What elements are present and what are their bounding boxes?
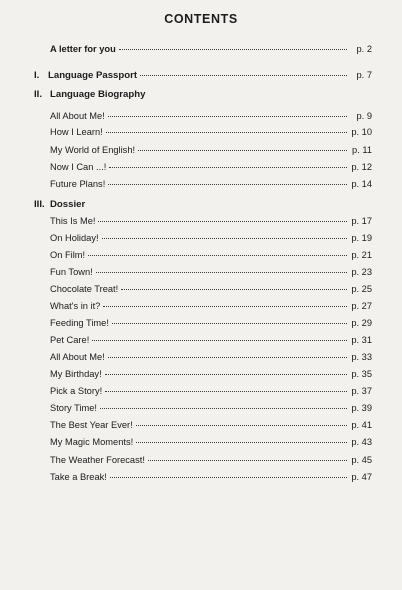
dot-leader [96, 263, 347, 273]
toc-entry-page: p. 29 [351, 318, 372, 328]
toc-entry[interactable] [50, 299, 372, 313]
toc-entry-page: p. 12 [351, 162, 372, 172]
toc-entry-page: p. 11 [352, 145, 372, 155]
toc-entry[interactable] [50, 265, 372, 279]
toc-entry[interactable] [50, 367, 372, 381]
toc-entry-page: p. 10 [351, 127, 372, 137]
toc-entry[interactable] [50, 401, 372, 415]
section-label: Dossier [50, 199, 86, 210]
toc-entry-label: Story Time! [50, 403, 98, 413]
toc-entry-label: Chocolate Treat! [50, 284, 119, 294]
dot-leader [106, 123, 347, 133]
section-label: Language Biography [50, 89, 146, 100]
dot-leader [119, 40, 347, 50]
toc-entry-label: Take a Break! [50, 472, 107, 482]
toc-entry[interactable] [50, 143, 372, 157]
toc-entry-page: p. 47 [351, 472, 372, 482]
dot-leader [108, 348, 347, 358]
toc-entry-label: My Birthday! [50, 369, 102, 379]
dot-leader [92, 331, 347, 341]
toc-entry[interactable] [50, 435, 372, 449]
dot-leader [136, 433, 347, 443]
toc-entry-label: How I Learn! [50, 127, 103, 137]
toc-entry[interactable] [50, 418, 372, 432]
toc-entry-label: This Is Me! [50, 216, 96, 226]
toc-entry-label: All About Me! [50, 111, 105, 121]
dot-leader [105, 382, 347, 392]
dot-leader [112, 314, 347, 324]
toc-entry-page: p. 9 [356, 111, 372, 121]
section-numeral: I. [34, 70, 40, 81]
toc-entry-label: Future Plans! [50, 179, 106, 189]
dot-leader [110, 468, 347, 478]
toc-entry-page: p. 45 [351, 455, 372, 465]
section-label: Language Passport [48, 70, 138, 81]
toc-entry-label: On Film! [50, 250, 86, 260]
dot-leader [121, 280, 347, 290]
dot-leader [103, 297, 347, 307]
toc-entry-page: p. 37 [351, 386, 372, 396]
section-numeral: III. [34, 199, 45, 210]
toc-entry[interactable] [50, 160, 372, 174]
toc-entry-intro[interactable] [50, 42, 372, 56]
toc-entry-label: On Holiday! [50, 233, 99, 243]
toc-entry[interactable] [50, 125, 372, 139]
dot-leader [148, 451, 347, 461]
toc-entry-label: Pick a Story! [50, 386, 103, 396]
toc-entry[interactable] [50, 248, 372, 262]
toc-entry-page: p. 23 [351, 267, 372, 277]
toc-entry-label: The Best Year Ever! [50, 420, 133, 430]
toc-entry-label: All About Me! [50, 352, 105, 362]
toc-entry-page: p. 17 [351, 216, 372, 226]
toc-section-1[interactable] [34, 68, 372, 82]
toc-entry-label: A letter for you [50, 44, 116, 54]
toc-entry[interactable] [50, 453, 372, 467]
toc-entry-page: p. 7 [356, 70, 372, 80]
dot-leader [102, 229, 347, 239]
toc-entry-label: The Weather Forecast! [50, 455, 145, 465]
dot-leader [105, 365, 347, 375]
toc-entry-label: My World of English! [50, 145, 136, 155]
toc-entry[interactable] [50, 109, 372, 123]
dot-leader [138, 141, 347, 151]
toc-entry-label: My Magic Moments! [50, 437, 134, 447]
dot-leader [88, 246, 347, 256]
toc-entry-page: p. 41 [351, 420, 372, 430]
toc-entry[interactable] [50, 214, 372, 228]
toc-entry[interactable] [50, 333, 372, 347]
toc-entry[interactable] [50, 231, 372, 245]
toc-entry-page: p. 19 [351, 233, 372, 243]
toc-entry-label: What's in it? [50, 301, 101, 311]
toc-section-3 [34, 198, 372, 212]
dot-leader [136, 416, 347, 426]
toc-entry-page: p. 27 [351, 301, 372, 311]
toc-section-2 [34, 88, 372, 102]
toc-entry[interactable] [50, 350, 372, 364]
toc-entry-page: p. 21 [351, 250, 372, 260]
toc-entry-label: Feeding Time! [50, 318, 109, 328]
toc-entry-page: p. 31 [351, 335, 372, 345]
toc-entry-label: Fun Town! [50, 267, 93, 277]
dot-leader [100, 399, 347, 409]
dot-leader [98, 212, 347, 222]
toc-entry-label: Now I Can ...! [50, 162, 107, 172]
toc-entry-page: p. 25 [351, 284, 372, 294]
toc-entry-page: p. 43 [351, 437, 372, 447]
toc-entry[interactable] [50, 384, 372, 398]
toc-entry-page: p. 2 [356, 44, 372, 54]
toc-entry[interactable] [50, 282, 372, 296]
toc-entry-page: p. 35 [351, 369, 372, 379]
dot-leader [108, 107, 347, 117]
dot-leader [109, 158, 347, 168]
toc-entry-page: p. 39 [351, 403, 372, 413]
dot-leader [140, 66, 347, 76]
page-title: CONTENTS [164, 12, 238, 26]
toc-entry[interactable] [50, 177, 372, 191]
toc-entry-label: Pet Care! [50, 335, 90, 345]
toc-entry[interactable] [50, 470, 372, 484]
toc-entry[interactable] [50, 316, 372, 330]
toc-entry-page: p. 14 [351, 179, 372, 189]
section-numeral: II. [34, 89, 42, 100]
toc-entry-page: p. 33 [351, 352, 372, 362]
dot-leader [108, 175, 347, 185]
